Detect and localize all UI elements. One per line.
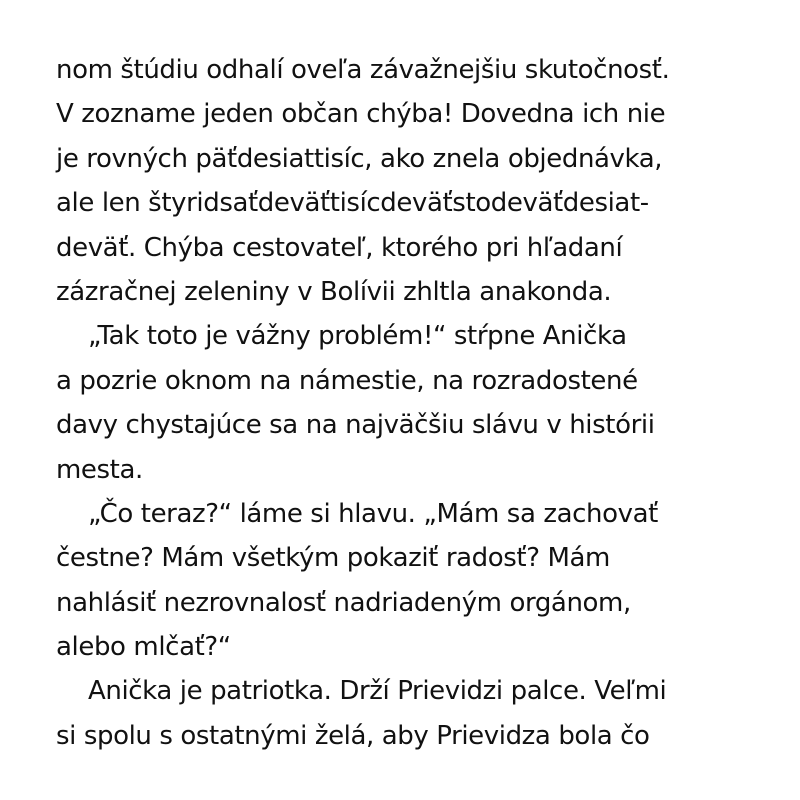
text-line: nahlásiť nezrovnalosť nadriadeným orgánom,	[56, 587, 631, 618]
text-line: mesta.	[56, 454, 143, 485]
paragraph-start-line: „Čo teraz?“ láme si hlavu. „Mám sa zachovať	[88, 498, 658, 529]
paragraph-start-line: „Tak toto je vážny problém!“ stŕpne Anička	[88, 321, 627, 352]
text-line: je rovných päťdesiattisíc, ako znela objednávka,	[56, 143, 663, 174]
text-line: ale len štyridsaťdeväťtisícdeväťstodeväťdesiat-	[56, 188, 649, 219]
text-line: zázračnej zeleniny v Bolívii zhltla anakonda.	[56, 276, 612, 307]
paragraph-start-line: Anička je patriotka. Drží Prievidzi palce. Veľmi	[88, 676, 667, 707]
text-line: V zozname jeden občan chýba! Dovedna ich nie	[56, 99, 666, 130]
text-line: si spolu s ostatnými želá, aby Prievidza bola čo	[56, 720, 650, 751]
text-line: a pozrie oknom na námestie, na rozradostené	[56, 365, 638, 396]
body-text	[56, 48, 776, 758]
text-line: nom štúdiu odhalí oveľa závažnejšiu skutočnosť.	[56, 55, 670, 85]
text-line: čestne? Mám všetkým pokaziť radosť? Mám	[56, 543, 610, 574]
text-line: davy chystajúce sa na najväčšiu slávu v histórii	[56, 410, 655, 441]
text-line: deväť. Chýba cestovateľ, ktorého pri hľadaní	[56, 232, 623, 263]
text-line: alebo mlčať?“	[56, 632, 231, 663]
